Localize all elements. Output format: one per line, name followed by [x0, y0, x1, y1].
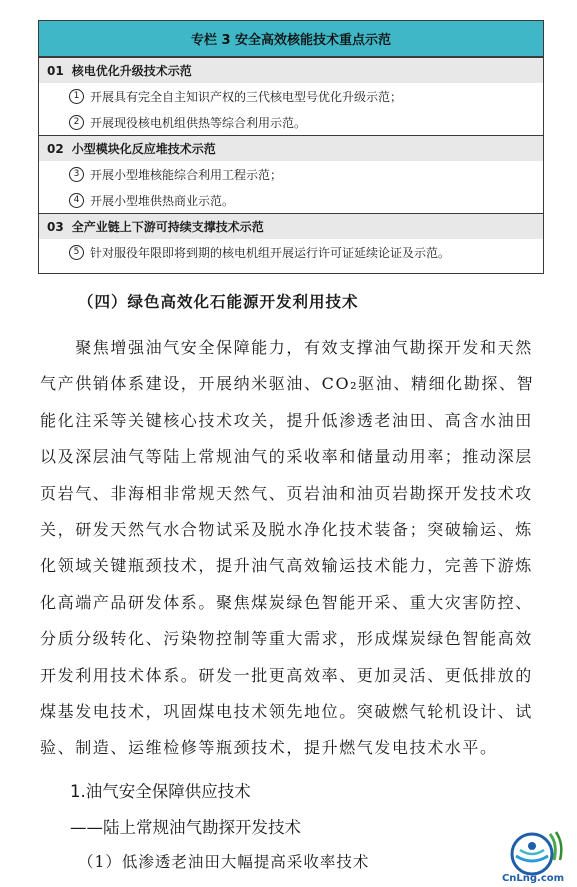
section-number: 01 [47, 63, 64, 78]
circled-number: 2 [69, 115, 84, 130]
box-section-3 [39, 213, 543, 265]
logo-text: CnLng.com [501, 873, 565, 884]
circled-number: 5 [69, 245, 84, 260]
subsection-heading: 1.油气安全保障供应技术 [70, 782, 251, 801]
section-number: 03 [47, 219, 64, 234]
list-item [39, 161, 543, 187]
section-title [39, 214, 543, 239]
section-number: 02 [47, 141, 64, 156]
paragraph-line: 页岩气、非海相非常规天然气、页岩油和油页岩勘探开发技术攻 [40, 483, 533, 503]
paragraph-line: 验、制造、运维检修等瓶颈技术，提升燃气发电技术水平。 [40, 738, 498, 758]
paragraph-line: 气产供销体系建设，开展纳米驱油、CO₂驱油、精细化勘探、智 [40, 374, 535, 394]
paragraph-line: 煤基发电技术，巩固煤电技术领先地位。突破燃气轮机设计、试 [40, 702, 533, 722]
paragraph-line: 开发利用技术体系。研发一批更高效率、更加灵活、更低排放的 [40, 665, 533, 685]
box-section-1 [39, 57, 543, 135]
item-text: 开展具有完全自主知识产权的三代核电型号优化升级示范； [90, 89, 403, 104]
section-heading: （四）绿色高效化石能源开发利用技术 [78, 293, 359, 311]
section-title-text: 全产业链上下游可持续支撑技术示范 [71, 220, 264, 234]
subsection-subtitle: ——陆上常规油气勘探开发技术 [70, 818, 301, 837]
circled-number: 3 [69, 167, 84, 182]
paragraph-line: 化高端产品研发体系。聚焦煤炭绿色智能开采、重大灾害防控、 [40, 592, 533, 612]
circled-number: 1 [69, 89, 84, 104]
section-title-text: 小型模块化反应堆技术示范 [71, 142, 216, 156]
list-item [39, 83, 543, 109]
feature-box [38, 20, 544, 274]
box-title: 专栏 3 安全高效核能技术重点示范 [39, 21, 543, 57]
section-title [39, 58, 543, 83]
box-section-2 [39, 135, 543, 213]
item-text: 针对服役年限即将到期的核电机组开展运行许可证延续论证及示范。 [90, 245, 451, 260]
section-title-text: 核电优化升级技术示范 [71, 64, 192, 78]
item-heading: （1）低渗透老油田大幅提高采收率技术 [78, 853, 370, 871]
item-text: 开展小型堆核能综合利用工程示范； [90, 167, 283, 182]
item-text: 开展现役核电机组供热等综合利用示范。 [90, 115, 307, 130]
paragraph-line: 化领域关键瓶颈技术，提升油气高效输运技术能力，完善下游炼 [40, 556, 533, 576]
paragraph-line: 关，研发天然气水合物试采及脱水净化技术装备；突破输运、炼 [40, 520, 533, 540]
item-text: 开展小型堆供热商业示范。 [90, 193, 235, 208]
body-paragraph [40, 330, 550, 767]
paragraph-line: 能化注采等关键核心技术攻关，提升低渗透老油田、高含水油田 [40, 410, 533, 430]
paragraph-line: 聚焦增强油气安全保障能力，有效支撑油气勘探开发和天然 [40, 338, 533, 357]
paragraph-line: 分质分级转化、污染物控制等重大需求，形成煤炭绿色智能高效 [40, 629, 533, 649]
list-item [39, 239, 543, 265]
list-item [39, 109, 543, 135]
cnlng-logo [500, 826, 572, 884]
list-item [39, 187, 543, 213]
section-title [39, 136, 543, 161]
paragraph-line: 以及深层油气等陆上常规油气的采收率和储量动用率；推动深层 [40, 447, 533, 467]
circled-number: 4 [69, 193, 84, 208]
